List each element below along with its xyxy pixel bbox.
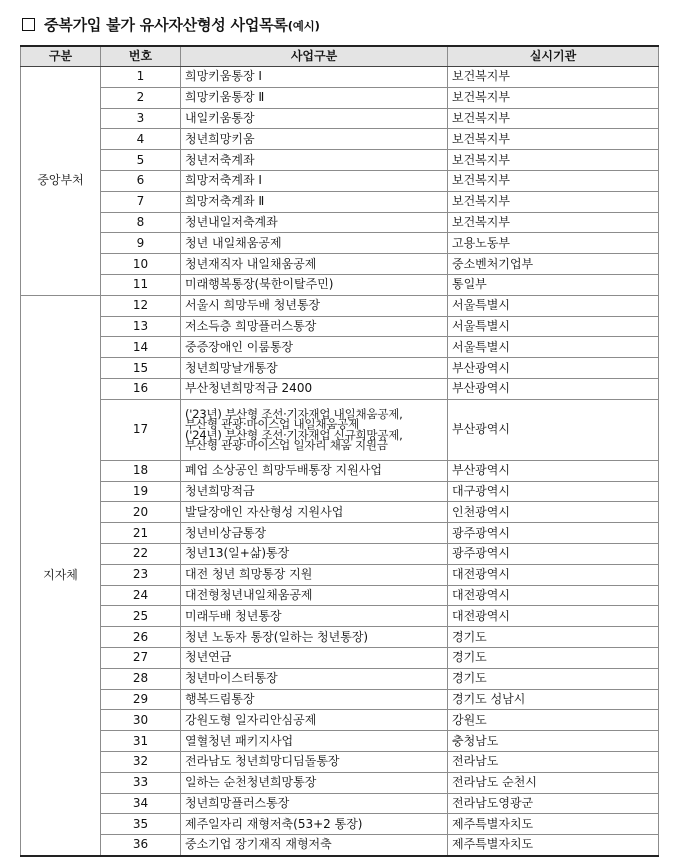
checkbox-square-icon bbox=[22, 18, 35, 31]
row-number: 14 bbox=[101, 337, 181, 358]
agency-name: 부산광역시 bbox=[448, 460, 659, 481]
table-row bbox=[21, 647, 659, 668]
agency-name: 경기도 bbox=[448, 668, 659, 689]
table-row bbox=[21, 378, 659, 399]
row-number: 22 bbox=[101, 543, 181, 564]
table-row bbox=[21, 87, 659, 108]
row-number: 35 bbox=[101, 814, 181, 835]
program-name: 청년 내일채움공제 bbox=[181, 233, 448, 254]
agency-name: 보건복지부 bbox=[448, 108, 659, 129]
program-name: 부산청년희망적금 2400 bbox=[181, 378, 448, 399]
program-name-line: ('24년) 부산형 조선·기자재업 신규희망공제, bbox=[185, 427, 403, 442]
program-name: 서울시 희망두배 청년통장 bbox=[181, 295, 448, 316]
row-number: 27 bbox=[101, 647, 181, 668]
table-row bbox=[21, 772, 659, 793]
table-row bbox=[21, 358, 659, 379]
row-number: 6 bbox=[101, 170, 181, 191]
row-number: 16 bbox=[101, 378, 181, 399]
agency-name: 보건복지부 bbox=[448, 129, 659, 150]
agency-name: 광주광역시 bbox=[448, 523, 659, 544]
agency-name: 제주특별자치도 bbox=[448, 814, 659, 835]
program-name: 제주일자리 재형저축(53+2 통장) bbox=[181, 814, 448, 835]
program-name: 미래행복통장(북한이탈주민) bbox=[181, 274, 448, 295]
row-number: 26 bbox=[101, 627, 181, 648]
program-name: 청년비상금통장 bbox=[181, 523, 448, 544]
program-name: 행복드림통장 bbox=[181, 689, 448, 710]
row-number: 21 bbox=[101, 523, 181, 544]
group-label: 지자체 bbox=[21, 295, 101, 856]
agency-name: 서울특별시 bbox=[448, 337, 659, 358]
row-number: 13 bbox=[101, 316, 181, 337]
program-name: 열혈청년 패키지사업 bbox=[181, 731, 448, 752]
row-number: 23 bbox=[101, 564, 181, 585]
agency-name: 경기도 bbox=[448, 627, 659, 648]
program-name: 강원도형 일자리안심공제 bbox=[181, 710, 448, 731]
table-row bbox=[21, 564, 659, 585]
table-row bbox=[21, 108, 659, 129]
table-row bbox=[21, 274, 659, 295]
row-number: 4 bbox=[101, 129, 181, 150]
program-name: 희망키움통장 Ⅰ bbox=[181, 67, 448, 88]
table-row bbox=[21, 191, 659, 212]
row-number: 17 bbox=[101, 399, 181, 460]
program-name: 대전형청년내일채움공제 bbox=[181, 585, 448, 606]
program-list-table bbox=[20, 45, 659, 857]
agency-name: 전라남도영광군 bbox=[448, 793, 659, 814]
agency-name: 경기도 성남시 bbox=[448, 689, 659, 710]
agency-name: 고용노동부 bbox=[448, 233, 659, 254]
program-name bbox=[181, 399, 448, 460]
program-name: 중소기업 장기재직 재형저축 bbox=[181, 835, 448, 856]
row-number: 28 bbox=[101, 668, 181, 689]
agency-name: 부산광역시 bbox=[448, 358, 659, 379]
table-row bbox=[21, 254, 659, 275]
program-name: 청년 노동자 통장(일하는 청년통장) bbox=[181, 627, 448, 648]
title-suffix: (예시) bbox=[287, 19, 320, 33]
agency-name: 보건복지부 bbox=[448, 87, 659, 108]
program-name: 희망저축계좌 Ⅰ bbox=[181, 170, 448, 191]
agency-name: 서울특별시 bbox=[448, 295, 659, 316]
row-number: 15 bbox=[101, 358, 181, 379]
header-number: 번호 bbox=[101, 46, 181, 67]
row-number: 31 bbox=[101, 731, 181, 752]
table-row bbox=[21, 668, 659, 689]
agency-name: 전라남도 bbox=[448, 751, 659, 772]
document-title bbox=[22, 14, 320, 35]
agency-name: 부산광역시 bbox=[448, 378, 659, 399]
program-name: 청년희망적금 bbox=[181, 481, 448, 502]
agency-name: 서울특별시 bbox=[448, 316, 659, 337]
table-row bbox=[21, 543, 659, 564]
table-row bbox=[21, 337, 659, 358]
table-row bbox=[21, 399, 659, 460]
agency-name: 보건복지부 bbox=[448, 191, 659, 212]
program-name: 청년재직자 내일채움공제 bbox=[181, 254, 448, 275]
program-name: 희망키움통장 Ⅱ bbox=[181, 87, 448, 108]
table-row bbox=[21, 814, 659, 835]
agency-name: 대전광역시 bbox=[448, 585, 659, 606]
program-name-line: 부산형 관광·마이스업 내일채움공제 bbox=[185, 417, 359, 432]
row-number: 36 bbox=[101, 835, 181, 856]
table-row bbox=[21, 731, 659, 752]
program-name: 대전 청년 희망통장 지원 bbox=[181, 564, 448, 585]
program-name: 청년연금 bbox=[181, 647, 448, 668]
table-body bbox=[21, 67, 659, 856]
table-row bbox=[21, 129, 659, 150]
agency-name: 보건복지부 bbox=[448, 170, 659, 191]
program-name: 일하는 순천청년희망통장 bbox=[181, 772, 448, 793]
row-number: 1 bbox=[101, 67, 181, 88]
row-number: 11 bbox=[101, 274, 181, 295]
agency-name: 충청남도 bbox=[448, 731, 659, 752]
table-row bbox=[21, 170, 659, 191]
row-number: 19 bbox=[101, 481, 181, 502]
table-header-row bbox=[21, 46, 659, 67]
row-number: 32 bbox=[101, 751, 181, 772]
table-row bbox=[21, 212, 659, 233]
program-name: 미래두배 청년통장 bbox=[181, 606, 448, 627]
table-row bbox=[21, 502, 659, 523]
header-category: 구분 bbox=[21, 46, 101, 67]
program-name: 청년마이스터통장 bbox=[181, 668, 448, 689]
row-number: 29 bbox=[101, 689, 181, 710]
table-row bbox=[21, 627, 659, 648]
program-name-line: ('23년) 부산형 조선·기자재업 내일채움공제, bbox=[185, 406, 403, 421]
program-name: 희망저축계좌 Ⅱ bbox=[181, 191, 448, 212]
program-name-line: 부산형 관광·마이스업 일자리 채움 지원금 bbox=[185, 438, 388, 453]
row-number: 33 bbox=[101, 772, 181, 793]
program-name: 내일키움통장 bbox=[181, 108, 448, 129]
program-name: 청년희망키움 bbox=[181, 129, 448, 150]
program-name: 청년13(일+삶)통장 bbox=[181, 543, 448, 564]
agency-name: 중소벤처기업부 bbox=[448, 254, 659, 275]
row-number: 12 bbox=[101, 295, 181, 316]
agency-name: 전라남도 순천시 bbox=[448, 772, 659, 793]
table-row bbox=[21, 689, 659, 710]
row-number: 10 bbox=[101, 254, 181, 275]
program-name: 청년희망날개통장 bbox=[181, 358, 448, 379]
agency-name: 대구광역시 bbox=[448, 481, 659, 502]
agency-name: 부산광역시 bbox=[448, 399, 659, 460]
table-row bbox=[21, 295, 659, 316]
table-row bbox=[21, 523, 659, 544]
program-name: 청년저축계좌 bbox=[181, 150, 448, 171]
program-name: 청년내일저축계좌 bbox=[181, 212, 448, 233]
group-label: 중앙부처 bbox=[21, 67, 101, 296]
title-main: 중복가입 불가 유사자산형성 사업목록 bbox=[44, 16, 288, 34]
agency-name: 인천광역시 bbox=[448, 502, 659, 523]
table-row bbox=[21, 710, 659, 731]
row-number: 24 bbox=[101, 585, 181, 606]
program-name: 청년희망플러스통장 bbox=[181, 793, 448, 814]
agency-name: 경기도 bbox=[448, 647, 659, 668]
row-number: 18 bbox=[101, 460, 181, 481]
program-name: 전라남도 청년희망디딤돌통장 bbox=[181, 751, 448, 772]
table-row bbox=[21, 460, 659, 481]
agency-name: 강원도 bbox=[448, 710, 659, 731]
table-row bbox=[21, 751, 659, 772]
program-name: 폐업 소상공인 희망두배통장 지원사업 bbox=[181, 460, 448, 481]
row-number: 30 bbox=[101, 710, 181, 731]
program-name: 중증장애인 이룸통장 bbox=[181, 337, 448, 358]
row-number: 8 bbox=[101, 212, 181, 233]
table-row bbox=[21, 150, 659, 171]
row-number: 9 bbox=[101, 233, 181, 254]
table-row bbox=[21, 835, 659, 856]
row-number: 2 bbox=[101, 87, 181, 108]
program-name: 발달장애인 자산형성 지원사업 bbox=[181, 502, 448, 523]
row-number: 5 bbox=[101, 150, 181, 171]
agency-name: 보건복지부 bbox=[448, 67, 659, 88]
agency-name: 보건복지부 bbox=[448, 212, 659, 233]
agency-name: 대전광역시 bbox=[448, 564, 659, 585]
agency-name: 통일부 bbox=[448, 274, 659, 295]
table-row bbox=[21, 481, 659, 502]
table-row bbox=[21, 316, 659, 337]
row-number: 25 bbox=[101, 606, 181, 627]
table-row bbox=[21, 585, 659, 606]
table-row bbox=[21, 606, 659, 627]
agency-name: 대전광역시 bbox=[448, 606, 659, 627]
agency-name: 제주특별자치도 bbox=[448, 835, 659, 856]
row-number: 34 bbox=[101, 793, 181, 814]
agency-name: 광주광역시 bbox=[448, 543, 659, 564]
row-number: 20 bbox=[101, 502, 181, 523]
header-agency: 실시기관 bbox=[448, 46, 659, 67]
table-row bbox=[21, 793, 659, 814]
agency-name: 보건복지부 bbox=[448, 150, 659, 171]
table-row bbox=[21, 233, 659, 254]
row-number: 3 bbox=[101, 108, 181, 129]
row-number: 7 bbox=[101, 191, 181, 212]
header-program: 사업구분 bbox=[181, 46, 448, 67]
table-row bbox=[21, 67, 659, 88]
program-name: 저소득층 희망플러스통장 bbox=[181, 316, 448, 337]
